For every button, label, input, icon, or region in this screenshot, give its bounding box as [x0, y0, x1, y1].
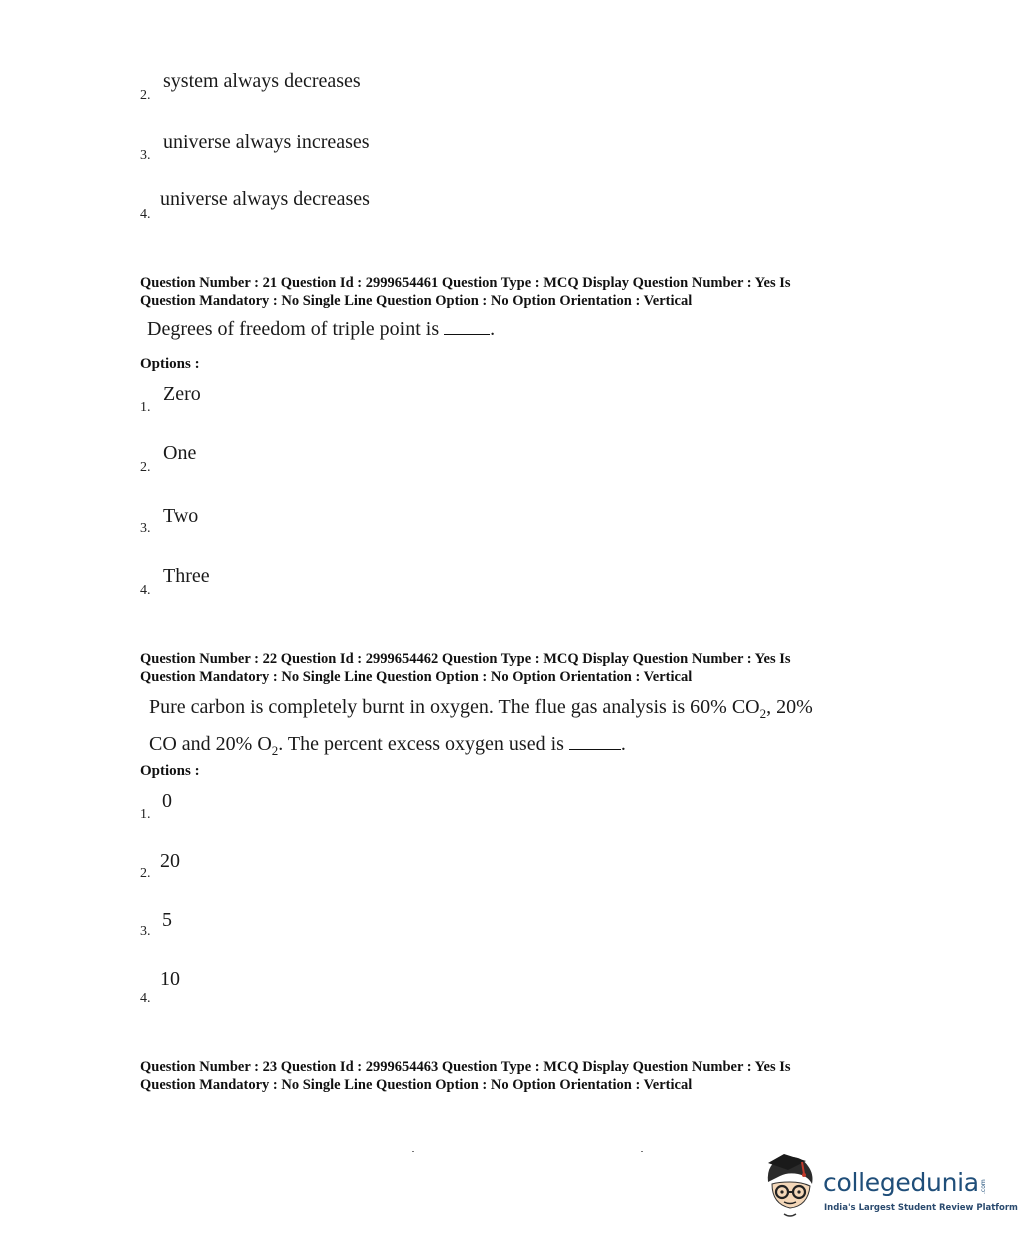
brand-com: .com: [980, 1179, 987, 1194]
option-text: Two: [163, 505, 199, 527]
option-number: 3.: [140, 924, 151, 939]
option-number: 2.: [140, 866, 151, 881]
options-label: Options :: [140, 356, 200, 372]
subscript: 2: [759, 706, 767, 721]
question-meta-line2: Question Mandatory : No Single Line Question Option : No Option Orientation : Vertical: [140, 293, 693, 309]
question-text: [147, 318, 495, 341]
scan-speck: [641, 1151, 643, 1152]
question-text-part: Pure carbon is completely burnt in oxygen. The flue gas analysis is 60% CO: [149, 696, 760, 718]
mascot-icon: [762, 1152, 824, 1222]
answer-blank: [444, 320, 490, 335]
option-text: universe always decreases: [160, 188, 370, 210]
collegedunia-logo: [762, 1152, 1018, 1222]
option-number: 4.: [140, 991, 151, 1006]
option-number: 4.: [140, 583, 151, 598]
question-meta-line1: Question Number : 21 Question Id : 2999654461 Question Type : MCQ Display Question Number : Yes Is: [140, 275, 791, 291]
brand-name: collegedunia: [823, 1168, 979, 1197]
option-number: 4.: [140, 207, 151, 222]
question-text-line2: [149, 733, 626, 759]
option-text: 10: [160, 968, 180, 990]
question-text-main: Degrees of freedom of triple point is: [147, 318, 440, 340]
option-number: 3.: [140, 521, 151, 536]
question-text-part: . The percent excess oxygen used is: [278, 733, 564, 755]
option-text: Three: [163, 565, 210, 587]
option-number: 1.: [140, 807, 151, 822]
question-meta-line2: Question Mandatory : No Single Line Question Option : No Option Orientation : Vertical: [140, 1077, 693, 1093]
option-number: 3.: [140, 148, 151, 163]
question-meta-line1: Question Number : 22 Question Id : 2999654462 Question Type : MCQ Display Question Number : Yes Is: [140, 651, 791, 667]
question-meta-line2: Question Mandatory : No Single Line Question Option : No Option Orientation : Vertical: [140, 669, 693, 685]
option-text: system always decreases: [163, 70, 361, 92]
option-text: One: [163, 442, 197, 464]
question-text-part: CO and 20% O: [149, 733, 272, 755]
option-number: 1.: [140, 400, 151, 415]
question-meta-line1: Question Number : 23 Question Id : 2999654463 Question Type : MCQ Display Question Number : Yes Is: [140, 1059, 791, 1075]
option-text: universe always increases: [163, 131, 370, 153]
question-text-part: , 20%: [766, 696, 813, 718]
question-text-end: .: [490, 318, 496, 340]
options-label: Options :: [140, 763, 200, 779]
scan-speck: [412, 1151, 414, 1152]
option-number: 2.: [140, 88, 151, 103]
option-text: 20: [160, 850, 180, 872]
question-text-line1: [149, 696, 813, 722]
option-text: 0: [162, 790, 172, 812]
answer-blank: [569, 735, 621, 750]
question-text-end: .: [620, 733, 626, 755]
option-number: 2.: [140, 460, 151, 475]
option-text: 5: [162, 909, 172, 931]
brand-tagline: India's Largest Student Review Platform: [824, 1203, 1018, 1213]
subscript: 2: [271, 743, 279, 758]
option-text: Zero: [163, 383, 201, 405]
